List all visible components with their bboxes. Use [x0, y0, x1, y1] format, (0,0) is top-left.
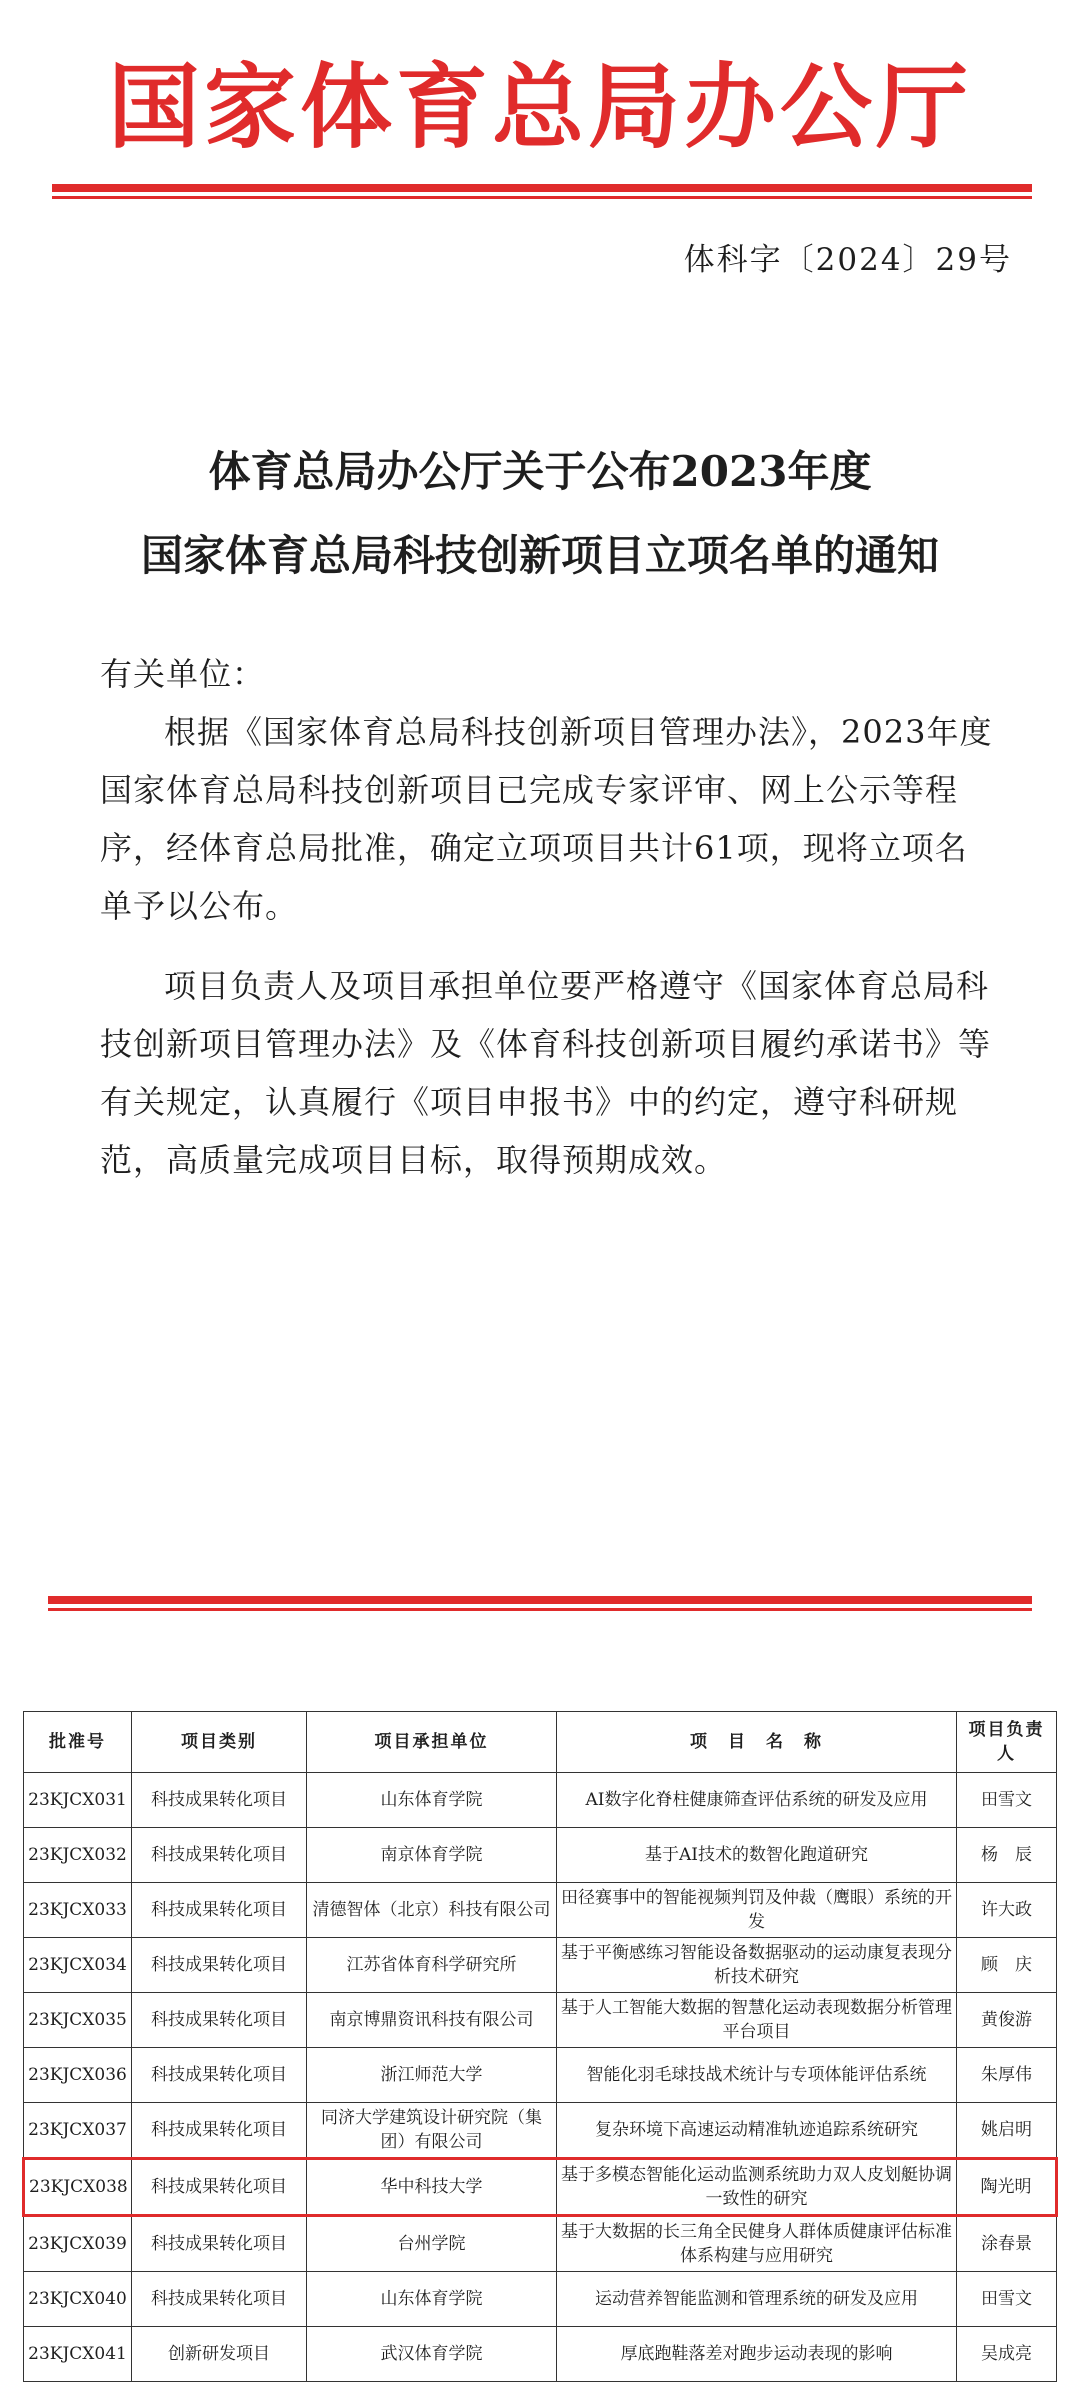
cell-approval-number: 23KJCX035: [24, 1993, 132, 2048]
issuer-header: 国家体育总局办公厅: [107, 54, 972, 161]
cell-category: 科技成果转化项目: [132, 2048, 307, 2103]
cell-approval-number: 23KJCX033: [24, 1883, 132, 1938]
cell-leader: 田雪文: [957, 2272, 1057, 2327]
cell-leader: 顾 庆: [957, 1938, 1057, 1993]
body-paragraph-2: 项目负责人及项目承担单位要严格遵守《国家体育总局科技创新项目管理办法》及《体育科技创新项目履约承诺书》等有关规定，认真履行《项目申报书》中的约定，遵守科研规范，高质量完成项目目标，取得预期成效。: [100, 967, 992, 1179]
table-header-row: [24, 1712, 1057, 1773]
header-rule-thin: [52, 196, 1032, 199]
cell-unit: 武汉体育学院: [307, 2327, 557, 2382]
cell-leader: 涂春景: [957, 2216, 1057, 2272]
header-approval-number: 批准号: [24, 1712, 132, 1773]
header-project-leader: 项目负责人: [957, 1712, 1057, 1773]
cell-approval-number: 23KJCX037: [24, 2103, 132, 2159]
cell-category: 科技成果转化项目: [132, 1993, 307, 2048]
table-row-highlighted: [24, 2159, 1057, 2216]
cell-leader: 朱厚伟: [957, 2048, 1057, 2103]
cell-leader: 杨 辰: [957, 1828, 1057, 1883]
table-row: [24, 2048, 1057, 2103]
cell-category: 科技成果转化项目: [132, 1938, 307, 1993]
cell-category: 创新研发项目: [132, 2327, 307, 2382]
cell-leader: 吴成亮: [957, 2327, 1057, 2382]
cell-project-name: 运动营养智能监测和管理系统的研发及应用: [557, 2272, 957, 2327]
cell-project-name: 智能化羽毛球技战术统计与专项体能评估系统: [557, 2048, 957, 2103]
table-row: [24, 1993, 1057, 2048]
cell-approval-number: 23KJCX041: [24, 2327, 132, 2382]
cell-unit: 山东体育学院: [307, 1773, 557, 1828]
cell-category: 科技成果转化项目: [132, 2272, 307, 2327]
cell-approval-number: 23KJCX036: [24, 2048, 132, 2103]
title-line-2: 国家体育总局科技创新项目立项名单的通知: [140, 531, 939, 580]
cell-project-name: 基于大数据的长三角全民健身人群体质健康评估标准体系构建与应用研究: [557, 2216, 957, 2272]
table-row: [24, 1883, 1057, 1938]
cell-project-name: 基于平衡感练习智能设备数据驱动的运动康复表现分析技术研究: [557, 1938, 957, 1993]
cell-leader: 姚启明: [957, 2103, 1057, 2159]
cell-leader: 陶光明: [957, 2159, 1057, 2216]
header-rule-thick: [52, 184, 1032, 192]
title-line-1: 体育总局办公厅关于公布2023年度: [208, 447, 872, 496]
cell-category: 科技成果转化项目: [132, 2103, 307, 2159]
cell-approval-number: 23KJCX038: [24, 2159, 132, 2216]
cell-unit: 江苏省体育科学研究所: [307, 1938, 557, 1993]
footer-rule-thin: [48, 1608, 1032, 1611]
table-row: [24, 1773, 1057, 1828]
document-body: [100, 645, 1000, 1211]
cell-unit: 同济大学建筑设计研究院（集团）有限公司: [307, 2103, 557, 2159]
body-paragraph-1: 根据《国家体育总局科技创新项目管理办法》，2023年度国家体育总局科技创新项目已完成专家评审、网上公示等程序，经体育总局批准，确定立项项目共计61项，现将立项名单予以公布。: [100, 713, 993, 925]
cell-category: 科技成果转化项目: [132, 2159, 307, 2216]
cell-category: 科技成果转化项目: [132, 1773, 307, 1828]
cell-project-name: 基于多模态智能化运动监测系统助力双人皮划艇协调一致性的研究: [557, 2159, 957, 2216]
cell-category: 科技成果转化项目: [132, 1883, 307, 1938]
cell-unit: 山东体育学院: [307, 2272, 557, 2327]
cell-project-name: 厚底跑鞋落差对跑步运动表现的影响: [557, 2327, 957, 2382]
cell-unit: 华中科技大学: [307, 2159, 557, 2216]
cell-approval-number: 23KJCX039: [24, 2216, 132, 2272]
cell-leader: 许大政: [957, 1883, 1057, 1938]
cell-approval-number: 23KJCX032: [24, 1828, 132, 1883]
table-row: [24, 1828, 1057, 1883]
cell-approval-number: 23KJCX040: [24, 2272, 132, 2327]
header-project-name: 项 目 名 称: [557, 1712, 957, 1773]
table-row: [24, 2216, 1057, 2272]
table-row: [24, 2327, 1057, 2382]
table-row: [24, 2103, 1057, 2159]
cell-leader: 田雪文: [957, 1773, 1057, 1828]
header-project-category: 项目类别: [132, 1712, 307, 1773]
cell-project-name: 基于AI技术的数智化跑道研究: [557, 1828, 957, 1883]
table-row: [24, 1938, 1057, 1993]
cell-project-name: 基于人工智能大数据的智慧化运动表现数据分析管理平台项目: [557, 1993, 957, 2048]
cell-approval-number: 23KJCX034: [24, 1938, 132, 1993]
document-title: [0, 430, 1080, 598]
table-row: [24, 2272, 1057, 2327]
cell-leader: 黄俊游: [957, 1993, 1057, 2048]
document-number: 体科字〔2024〕29号: [683, 242, 1012, 278]
cell-project-name: 复杂环境下高速运动精准轨迹追踪系统研究: [557, 2103, 957, 2159]
cell-category: 科技成果转化项目: [132, 2216, 307, 2272]
header-undertaking-unit: 项目承担单位: [307, 1712, 557, 1773]
cell-unit: 清德智体（北京）科技有限公司: [307, 1883, 557, 1938]
footer-rule-thick: [48, 1596, 1032, 1604]
cell-project-name: 田径赛事中的智能视频判罚及仲裁（鹰眼）系统的开发: [557, 1883, 957, 1938]
project-list-table: [22, 1711, 1058, 2382]
addressee: 有关单位：: [100, 655, 266, 693]
cell-project-name: AI数字化脊柱健康筛查评估系统的研发及应用: [557, 1773, 957, 1828]
cell-approval-number: 23KJCX031: [24, 1773, 132, 1828]
cell-unit: 浙江师范大学: [307, 2048, 557, 2103]
cell-unit: 南京体育学院: [307, 1828, 557, 1883]
cell-unit: 南京博鼎资讯科技有限公司: [307, 1993, 557, 2048]
cell-category: 科技成果转化项目: [132, 1828, 307, 1883]
cell-unit: 台州学院: [307, 2216, 557, 2272]
